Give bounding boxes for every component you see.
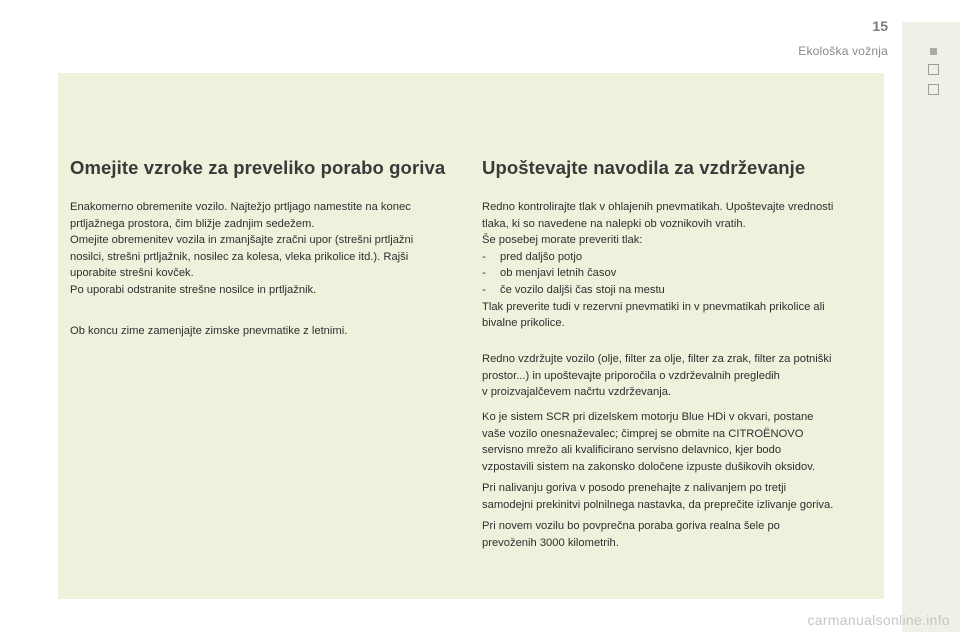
text-line: prtljažnega prostora, čim bližje zadnjim sedežem. [70,217,315,230]
text-line: vaše vozilo onesnaževalec; čimprej se obrnite na CITROËNOVO [482,427,804,440]
list-item-text: ob menjavi letnih časov [500,267,617,280]
text-line: vzpostavili sistem na zakonsko določene izpuste dušikovih oksidov. [482,460,816,473]
right-paragraph-3 [482,409,815,475]
right-paragraph-1 [482,199,833,332]
text-line: Pri novem vozilu bo povprečna poraba goriva realna šele po [482,520,780,532]
text-line: v proizvajalčevem načrtu vzdrževanja. [482,386,672,399]
text-line: bivalne prikolice. [482,317,565,330]
text-line: Redno vzdržujte vozilo (olje, filter za olje, filter za zrak, filter za potniški [482,353,832,365]
text-line: uporabite strešni kovček. [70,267,194,280]
text-line: Še posebej morate preveriti tlak: [482,234,643,247]
right-paragraph-4 [482,480,833,513]
list-item [482,265,833,282]
text-line: nosilci, strešni prtljažnik, nosilec za kolesa, vleka prikolice itd.). Rajši [70,250,409,263]
text-line: Tlak preverite tudi v rezervni pnevmatiki in v pnevmatikah prikolice ali [482,300,825,313]
text-line: Pri nalivanju goriva v posodo prenehajte z nalivanjem po tretji [482,482,787,494]
text-line: Redno kontrolirajte tlak v ohlajenih pnevmatikah. Upoštevajte vrednosti [482,201,834,213]
text-line: Omejite obremenitev vozila in zmanjšajte zračni upor (strešni prtljažni [70,234,414,247]
list-item [482,249,833,266]
text-line: Enakomerno obremenite vozilo. Najtežjo prtljago namestite na konec [70,201,411,213]
section-title: Ekološka vožnja [798,44,888,58]
text-line: Po uporabi odstranite strešne nosilce in prtljažnik. [70,283,317,296]
text-line: servisno mrežo ali kvalificirano servisno delavnico, kjer bodo [482,444,782,457]
tab-marker-empty-icon [928,84,939,95]
right-heading: Upoštevajte navodila za vzdrževanje [482,157,806,178]
text-line: Ko je sistem SCR pri dizelskem motorju Blue HDi v okvari, postane [482,411,814,423]
tab-marker-empty-icon [928,64,939,75]
text-line: prevoženih 3000 kilometrih. [482,536,619,549]
list-item [482,282,833,299]
bullet-dash: - [482,267,486,280]
page-number: 15 [872,18,888,34]
side-tab [902,22,960,632]
right-paragraph-5 [482,518,780,551]
bullet-dash: - [482,250,486,263]
content-panel [58,73,884,599]
text-line: samodejni prekinitvi polnilnega nastavka, da preprečite izlivanje goriva. [482,498,834,511]
list-item-text: če vozilo daljši čas stoji na mestu [500,283,665,296]
left-paragraph-2 [70,323,347,340]
watermark: carmanualsonline.info [807,612,950,628]
tab-marker-filled-icon [930,48,937,55]
left-heading: Omejite vzroke za preveliko porabo goriva [70,157,446,178]
text-line: tlaka, ki so navedene na nalepki ob voznikovih vratih. [482,217,746,230]
list-item-text: pred daljšo potjo [500,250,583,263]
left-paragraph-1 [70,199,413,299]
right-paragraph-2 [482,351,831,401]
text-line: Ob koncu zime zamenjajte zimske pnevmatike z letnimi. [70,325,348,337]
text-line: prostor...) in upoštevajte priporočila o vzdrževalnih pregledih [482,369,780,382]
bullet-dash: - [482,283,486,296]
